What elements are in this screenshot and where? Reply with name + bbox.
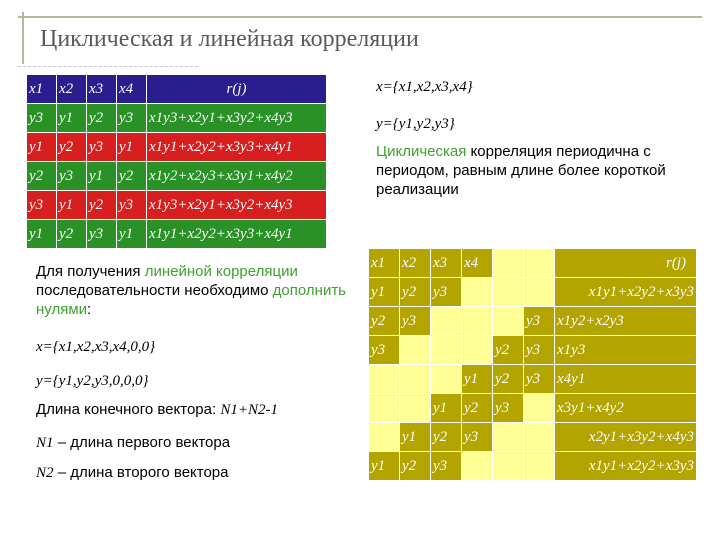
table-cell: y2 <box>400 278 431 307</box>
n2-definition <box>36 463 229 483</box>
table-cell <box>524 278 555 307</box>
vector-length-formula: N1+N2-1 <box>220 402 278 418</box>
table-cell: y2 <box>87 191 117 220</box>
table-cell: y2 <box>400 452 431 481</box>
table-cell <box>400 394 431 423</box>
vector-length-label: Длина конечного вектора: <box>36 401 217 418</box>
n1-definition <box>36 433 230 453</box>
table-cell <box>431 307 462 336</box>
linear-note <box>36 262 360 319</box>
table-row <box>369 307 697 336</box>
table-cell: y3 <box>524 336 555 365</box>
table-cell: x4 <box>462 249 493 278</box>
table-row <box>369 365 697 394</box>
table-cell: x3 <box>87 75 117 104</box>
n2-variable: N2 <box>36 465 54 481</box>
table-cell: y3 <box>27 104 57 133</box>
table-cell <box>524 452 555 481</box>
x-vector-definition: x={x1,x2,x3,x4} <box>376 79 473 95</box>
table-cell: y3 <box>431 278 462 307</box>
title-dashed-rule <box>18 66 198 67</box>
table-cell: y3 <box>400 307 431 336</box>
table-cell <box>369 365 400 394</box>
table-cell: y1 <box>117 220 147 249</box>
table-row <box>27 162 327 191</box>
table-cell: x1y2+x2y3+x3y1+x4y2 <box>147 162 327 191</box>
table-row <box>27 75 327 104</box>
y-vector-definition: y={y1,y2,y3} <box>376 116 455 132</box>
table-cell: y2 <box>57 133 87 162</box>
table-cell: y2 <box>57 220 87 249</box>
table-cell: y3 <box>493 394 524 423</box>
table-cell: y1 <box>431 394 462 423</box>
cyclic-note-text: корреляция периодична с периодом, равным длине более короткой реализации <box>376 143 666 198</box>
table-cell: y3 <box>431 452 462 481</box>
table-cell: y3 <box>462 423 493 452</box>
table-cell: y3 <box>87 133 117 162</box>
page-title: Циклическая и линейная корреляции <box>40 26 419 52</box>
cyclic-correlation-table <box>26 74 327 249</box>
table-cell: y1 <box>369 278 400 307</box>
table-cell: x2 <box>400 249 431 278</box>
table-cell: y3 <box>524 365 555 394</box>
cyclic-note <box>376 142 676 199</box>
table-cell <box>400 336 431 365</box>
n2-description: – длина второго вектора <box>57 464 229 481</box>
table-cell: y1 <box>27 220 57 249</box>
table-cell: y1 <box>87 162 117 191</box>
linear-highlight: линейной корреляции <box>144 263 298 280</box>
linear-note-mid: последовательности необходимо <box>36 282 269 299</box>
table-cell <box>493 307 524 336</box>
table-cell: x1y1+x2y2+x3y3+x4y1 <box>147 133 327 162</box>
table-cell: y2 <box>493 365 524 394</box>
table-row <box>27 191 327 220</box>
table-cell: y2 <box>117 162 147 191</box>
table-cell: y1 <box>27 133 57 162</box>
table-cell: x1y1+x2y2+x3y3 <box>555 452 697 481</box>
table-cell <box>431 365 462 394</box>
table-cell: y2 <box>431 423 462 452</box>
table-cell: x1 <box>27 75 57 104</box>
title-left-rule <box>22 12 24 64</box>
table-cell <box>462 336 493 365</box>
table-cell: y3 <box>27 191 57 220</box>
zero-pad-highlight: дополнить нулями <box>36 282 347 318</box>
cyclic-highlight: Циклическая <box>376 143 467 160</box>
title-rule <box>18 16 702 18</box>
table-row <box>27 104 327 133</box>
table-cell: x1y2+x2y3 <box>555 307 697 336</box>
table-cell: y3 <box>369 336 400 365</box>
table-cell: x1y1+x2y2+x3y3 <box>555 278 697 307</box>
table-cell: y1 <box>57 104 87 133</box>
table-row <box>369 278 697 307</box>
table-cell <box>493 452 524 481</box>
table-cell: r(j) <box>555 249 697 278</box>
table-cell: x1y1+x2y2+x3y3+x4y1 <box>147 220 327 249</box>
table-cell: y2 <box>369 307 400 336</box>
table-cell: x1y3+x2y1+x3y2+x4y3 <box>147 191 327 220</box>
table-cell: y3 <box>117 104 147 133</box>
table-cell <box>524 394 555 423</box>
table-cell: x4y1 <box>555 365 697 394</box>
table-cell: x3y1+x4y2 <box>555 394 697 423</box>
table-cell <box>524 249 555 278</box>
table-cell <box>524 423 555 452</box>
table-cell <box>493 249 524 278</box>
table-cell <box>462 307 493 336</box>
table-cell <box>462 278 493 307</box>
table-cell: y2 <box>27 162 57 191</box>
table-cell: x2 <box>57 75 87 104</box>
table-cell: y1 <box>400 423 431 452</box>
table-cell: y2 <box>493 336 524 365</box>
table-cell <box>493 423 524 452</box>
table-cell: y1 <box>369 452 400 481</box>
table-cell: x3 <box>431 249 462 278</box>
table-cell <box>462 452 493 481</box>
n1-description: – длина первого вектора <box>57 434 231 451</box>
table-cell <box>369 423 400 452</box>
vector-length <box>36 400 278 420</box>
table-cell: y2 <box>462 394 493 423</box>
table-cell <box>369 394 400 423</box>
n1-variable: N1 <box>36 435 54 451</box>
y-padded-definition: y={y1,y2,y3,0,0,0} <box>36 373 149 389</box>
table-cell: x1y3+x2y1+x3y2+x4y3 <box>147 104 327 133</box>
table-cell: y2 <box>87 104 117 133</box>
linear-note-suffix: : <box>87 301 92 318</box>
x-padded-definition: x={x1,x2,x3,x4,0,0} <box>36 339 156 355</box>
table-row <box>369 336 697 365</box>
table-cell: y3 <box>117 191 147 220</box>
table-cell: r(j) <box>147 75 327 104</box>
table-cell <box>431 336 462 365</box>
table-row <box>27 133 327 162</box>
table-cell: y1 <box>462 365 493 394</box>
table-cell: x4 <box>117 75 147 104</box>
linear-note-prefix: Для получения <box>36 263 141 280</box>
table-cell: x1y3 <box>555 336 697 365</box>
table-cell: y1 <box>117 133 147 162</box>
linear-correlation-table <box>368 248 697 481</box>
table-cell: x1 <box>369 249 400 278</box>
table-cell: y3 <box>57 162 87 191</box>
table-cell <box>493 278 524 307</box>
table-row <box>369 452 697 481</box>
table-cell: y3 <box>524 307 555 336</box>
table-cell <box>400 365 431 394</box>
table-row <box>369 423 697 452</box>
table-cell: y1 <box>57 191 87 220</box>
table-row <box>27 220 327 249</box>
table-cell: y3 <box>87 220 117 249</box>
table-row <box>369 394 697 423</box>
table-cell: x2y1+x3y2+x4y3 <box>555 423 697 452</box>
table-row <box>369 249 697 278</box>
